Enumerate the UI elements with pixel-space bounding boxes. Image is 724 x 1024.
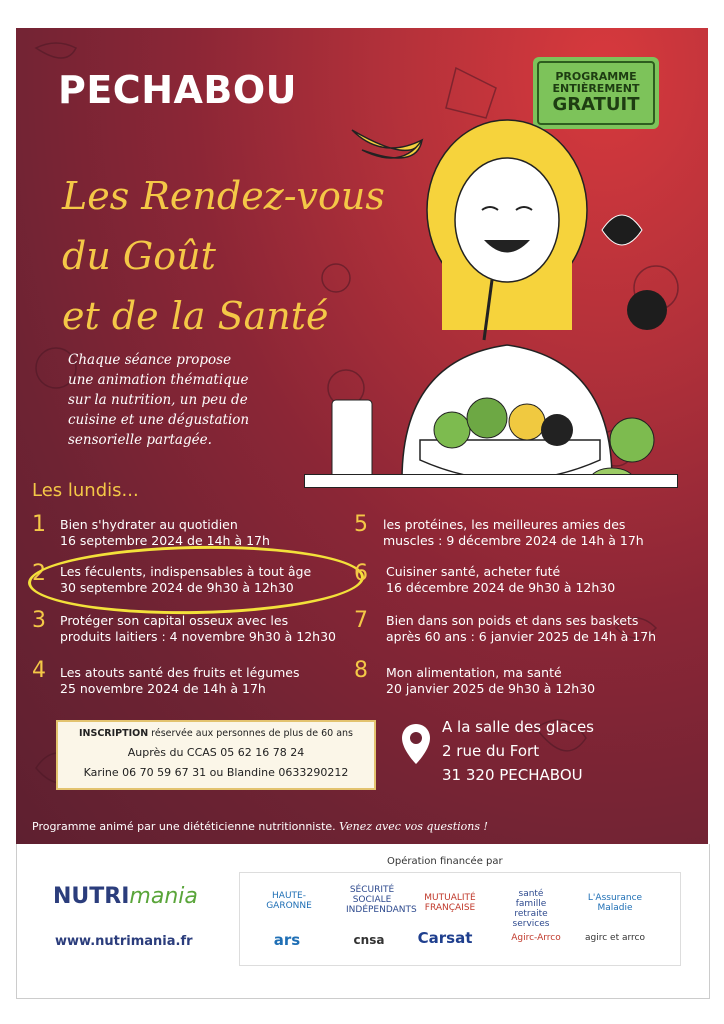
item-number: 3 [32,608,46,633]
item-title: Les atouts santé des fruits et légumes [60,665,300,680]
logo-part-1: NUTRI [53,884,130,909]
intro-line: Chaque séance propose [68,352,232,368]
intro-line: une animation thématique [68,372,249,388]
footer-note-italic: Venez avec vos questions ! [339,820,488,833]
inscription-box [56,720,376,790]
schedule-item-4 [60,665,300,697]
partner-msa: santé famille retraite services [512,889,550,929]
intro-line: sensorielle partagée. [68,432,212,448]
item-number: 6 [354,561,368,586]
poster [16,28,708,844]
partners-box [239,872,681,966]
inscription-contacts: Karine 06 70 59 67 31 ou Blandine 0633290212 [83,766,349,779]
address-line-1: A la salle des glaces [442,718,594,736]
partner-agirc-arrco-1: Agirc-Arrco [511,933,561,943]
sponsors-band [16,844,710,999]
item-title: Cuisiner santé, acheter futé [386,564,561,579]
schedule-item-1 [60,517,270,549]
item-title: Bien s'hydrater au quotidien [60,517,238,532]
funded-by-label: Opération financée par [387,856,503,867]
schedule-item-8 [386,665,595,697]
schedule-item-6 [386,564,615,596]
item-number: 4 [32,658,46,683]
item-number: 5 [354,512,368,537]
table-line [304,474,678,488]
footer-note-text: Programme animé par une diététicienne nutritionniste. [32,820,336,833]
item-title: Mon alimentation, ma santé [386,665,562,680]
footer-note [32,820,488,833]
website-link[interactable]: www.nutrimania.fr [55,934,193,949]
inscription-bold: INSCRIPTION [79,728,149,739]
badge-line-3: GRATUIT [552,94,640,115]
address-line-3: 31 320 PECHABOU [442,766,583,784]
item-date: 25 novembre 2024 de 14h à 17h [60,681,266,696]
item-date: muscles : 9 décembre 2024 de 14h à 17h [383,533,644,548]
item-date: 30 septembre 2024 de 9h30 à 12h30 [60,580,294,595]
address-line-2: 2 rue du Fort [442,742,540,760]
item-title: les protéines, les meilleures amies des [383,517,626,532]
logo-part-2: mania [129,884,198,909]
partner-secu-independants: SÉCURITÉ SOCIALE INDÉPENDANTS [346,885,417,915]
intro-line: sur la nutrition, un peu de [68,392,248,408]
partner-assurance-maladie: L'Assurance Maladie [587,893,643,913]
schedule-item-7 [386,613,656,645]
item-title: Les féculents, indispensables à tout âge [60,564,312,579]
inscription-rest: réservée aux personnes de plus de 60 ans [148,728,353,739]
title-line-2: du Goût [62,234,216,278]
partner-agirc-arrco-2: agirc et arrco [585,933,645,943]
item-number: 7 [354,608,368,633]
nutrimania-logo [53,884,198,909]
woman-salad-illustration [302,100,702,480]
title-line-3: et de la Santé [62,294,329,338]
item-date: produits laitiers : 4 novembre 9h30 à 12h30 [60,629,336,644]
partner-carsat: Carsat [417,929,473,947]
schedule-item-5 [383,517,644,549]
partner-haute-garonne: HAUTE-GARONNE [266,891,312,911]
inscription-header [58,728,374,739]
partner-mutualite: MUTUALITÉ FRANÇAISE [424,893,476,913]
item-number: 8 [354,658,368,683]
badge-line-2: ENTIÈREMENT [552,82,640,95]
intro-text [68,350,308,450]
schedule-heading: Les lundis... [32,480,139,501]
title-line-1: Les Rendez-vous [62,174,385,218]
location-pin-icon [400,722,432,766]
item-date: 16 septembre 2024 de 14h à 17h [60,533,270,548]
item-number: 1 [32,512,46,537]
item-date: 20 janvier 2025 de 9h30 à 12h30 [386,681,596,696]
city-title: PECHABOU [58,68,298,112]
item-date: 16 décembre 2024 de 9h30 à 12h30 [386,580,616,595]
item-title: Protéger son capital osseux avec les [60,613,289,628]
inscription-ccas: Auprès du CCAS 05 62 16 78 24 [127,746,305,759]
item-date: après 60 ans : 6 janvier 2025 de 14h à 17h [386,629,657,644]
intro-line: cuisine et une dégustation [68,412,250,428]
badge-line-1: PROGRAMME [555,70,637,83]
schedule-item-3 [60,613,336,645]
item-title: Bien dans son poids et dans ses baskets [386,613,639,628]
partner-ars: ars [273,931,301,949]
item-number: 2 [32,561,46,586]
partner-cnsa: cnsa [353,933,385,947]
